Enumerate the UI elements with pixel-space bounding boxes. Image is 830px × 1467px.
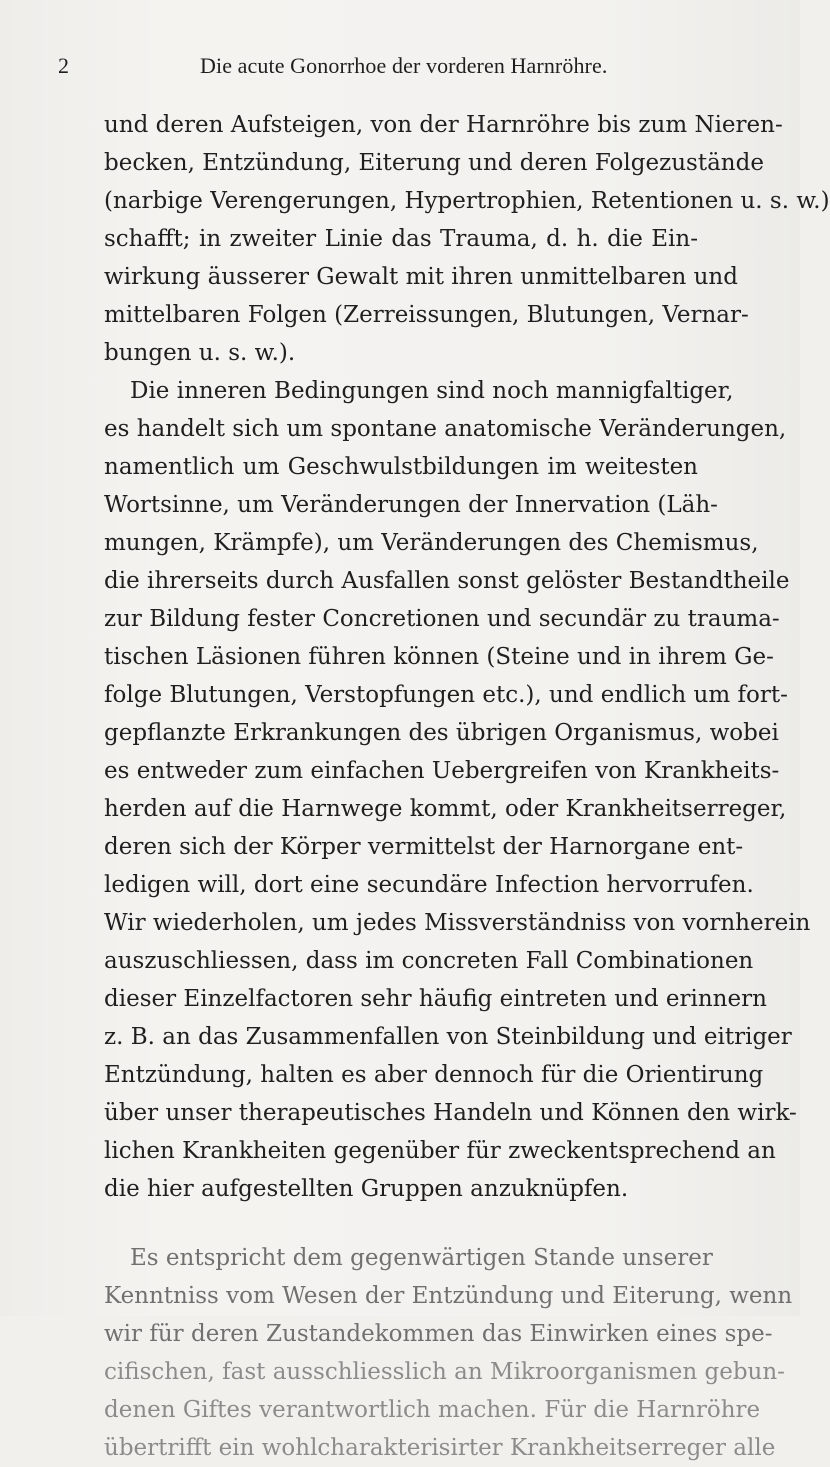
text-line: gepflanzte Erkrankungen des übrigen Organismus, wobei xyxy=(104,720,779,746)
text-line: zur Bildung fester Concretionen und secundär zu trauma- xyxy=(104,606,780,632)
text-line: dieser Einzelfactoren sehr häufig eintreten und erinnern xyxy=(104,986,767,1012)
text-line: die ihrerseits durch Ausfallen sonst gelöster Bestandtheile xyxy=(104,568,790,594)
text-line: übertrifft ein wohlcharakterisirter Krankheitserreger alle xyxy=(104,1435,776,1461)
text-line: schafft; in zweiter Linie das Trauma, d. h. die Ein- xyxy=(104,226,698,252)
text-line: wirkung äusserer Gewalt mit ihren unmittelbaren und xyxy=(104,264,738,290)
page-number: 2 xyxy=(58,53,69,78)
text-line: bungen u. s. w.). xyxy=(104,340,296,366)
body-text xyxy=(104,106,830,1467)
text-line: über unser therapeutisches Handeln und Können den wirk- xyxy=(104,1100,797,1126)
text-line: wir für deren Zustandekommen das Einwirken eines spe- xyxy=(104,1321,773,1347)
text-line: namentlich um Geschwulstbildungen im weitesten xyxy=(104,454,698,480)
text-line: Entzündung, halten es aber dennoch für die Orientirung xyxy=(104,1062,764,1088)
text-line: ledigen will, dort eine secundäre Infection hervorrufen. xyxy=(104,872,754,898)
text-line: z. B. an das Zusammenfallen von Steinbildung und eitriger xyxy=(104,1024,792,1050)
text-line: cifischen, fast ausschliesslich an Mikroorganismen gebun- xyxy=(104,1359,785,1385)
text-line: Wortsinne, um Veränderungen der Innervation (Läh- xyxy=(104,492,718,518)
text-line: herden auf die Harnwege kommt, oder Krankheitserreger, xyxy=(104,796,787,822)
text-line: folge Blutungen, Verstopfungen etc.), und endlich um fort- xyxy=(104,682,788,708)
text-line: Kenntniss vom Wesen der Entzündung und Eiterung, wenn xyxy=(104,1283,793,1309)
text-line: lichen Krankheiten gegenüber für zweckentsprechend an xyxy=(104,1138,776,1164)
text-line: (narbige Verengerungen, Hypertrophien, Retentionen u. s. w.) xyxy=(104,188,830,214)
text-line: deren sich der Körper vermittelst der Harnorgane ent- xyxy=(104,834,744,860)
page-header xyxy=(58,52,698,84)
text-line: es entweder zum einfachen Uebergreifen von Krankheits- xyxy=(104,758,780,784)
text-line: und deren Aufsteigen, von der Harnröhre bis zum Nieren- xyxy=(104,112,783,138)
text-line: becken, Entzündung, Eiterung und deren Folgezustände xyxy=(104,150,764,176)
text-line: auszuschliessen, dass im concreten Fall Combinationen xyxy=(104,948,754,974)
text-line: Die inneren Bedingungen sind noch mannigfaltiger, xyxy=(130,378,734,404)
faded-paragraph xyxy=(104,1239,793,1467)
text-line: mittelbaren Folgen (Zerreissungen, Blutungen, Vernar- xyxy=(104,302,749,328)
text-line: Es entspricht dem gegenwärtigen Stande unserer xyxy=(130,1245,713,1271)
text-line: tischen Läsionen führen können (Steine und in ihrem Ge- xyxy=(104,644,774,670)
running-title: Die acute Gonorrhoe der vorderen Harnröhre. xyxy=(200,53,608,78)
text-line: die hier aufgestellten Gruppen anzuknüpfen. xyxy=(104,1176,629,1202)
text-line: Wir wiederholen, um jedes Missverständniss von vornherein xyxy=(104,910,811,936)
text-line: mungen, Krämpfe), um Veränderungen des Chemismus, xyxy=(104,530,759,556)
text-line: es handelt sich um spontane anatomische Veränderungen, xyxy=(104,416,787,442)
text-line: denen Giftes verantwortlich machen. Für die Harnröhre xyxy=(104,1397,761,1423)
